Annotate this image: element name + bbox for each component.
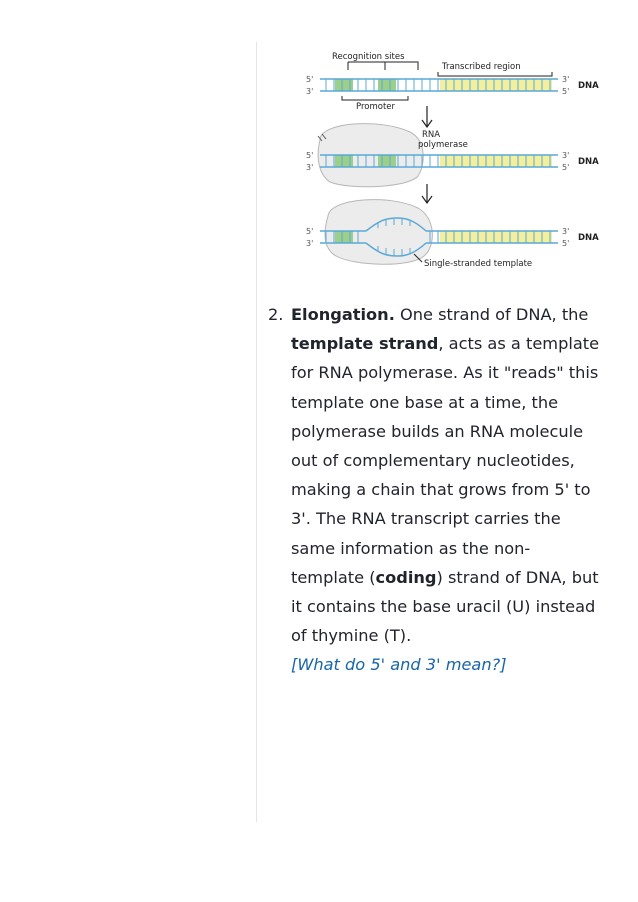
arrow-down-icon	[422, 106, 432, 127]
link-5-3-meaning[interactable]: [What do 5' and 3' mean?]	[291, 655, 507, 675]
p2-recognition-site-2	[378, 155, 396, 167]
step-text-1: One strand of DNA, the	[394, 305, 589, 324]
p1-five-prime-left: 5'	[306, 75, 314, 84]
step-body	[291, 300, 603, 680]
p1-transcribed-region	[440, 79, 552, 91]
step-number: 2.	[268, 305, 284, 324]
p2-five-prime-right: 5'	[562, 163, 570, 172]
p1-dna-label: DNA	[578, 81, 599, 91]
label-recognition-sites: Recognition sites	[332, 52, 405, 62]
p2-five-prime-left: 5'	[306, 151, 314, 160]
recognition-bracket-left	[348, 62, 385, 70]
label-transcribed-region: Transcribed region	[442, 62, 521, 72]
transcription-diagram-svg	[290, 42, 610, 278]
p2-three-prime-right: 3'	[562, 151, 570, 160]
p2-dna-label: DNA	[578, 157, 599, 167]
content-left-rule	[256, 42, 257, 822]
transcribed-bracket	[438, 72, 552, 76]
recognition-bracket-right	[385, 62, 418, 70]
p1-three-prime-left: 3'	[306, 87, 314, 96]
step-title: Elongation.	[291, 305, 395, 324]
label-polymerase: polymerase	[418, 140, 468, 150]
step-elongation	[268, 300, 603, 680]
transcription-diagram	[290, 42, 610, 278]
arrow-down-icon-2	[422, 184, 432, 203]
promoter-bracket	[342, 96, 408, 100]
step-text-3: ) strand of DNA, but it contains the base uracil (U) instead of thymine (T).	[291, 567, 599, 646]
label-promoter: Promoter	[356, 102, 396, 112]
p1-three-prime-right: 3'	[562, 75, 570, 84]
p3-three-prime-right: 3'	[562, 227, 570, 236]
p1-five-prime-right: 5'	[562, 87, 570, 96]
label-rna: RNA	[422, 130, 441, 140]
p3-transcribed-region	[440, 231, 552, 243]
label-single-stranded-template: Single-stranded template	[424, 259, 533, 269]
p2-transcribed-region	[440, 155, 552, 167]
p2-three-prime-left: 3'	[306, 163, 314, 172]
step-text-2: , acts as a template for RNA polymerase. As it "reads" this template one base at a time, the polymerase builds an RNA molecule out of complementary nucleotides, making a chain that grows from 5' to 3'. The RNA transcript carries the same information as the non-template (	[291, 334, 600, 587]
p3-five-prime-left: 5'	[306, 227, 314, 236]
p3-five-prime-right: 5'	[562, 239, 570, 248]
term-template-strand: template strand	[291, 334, 439, 354]
p3-dna-label: DNA	[578, 233, 599, 243]
p1-recognition-site-2	[378, 79, 396, 91]
p3-three-prime-left: 3'	[306, 239, 314, 248]
term-coding: coding	[375, 567, 437, 587]
